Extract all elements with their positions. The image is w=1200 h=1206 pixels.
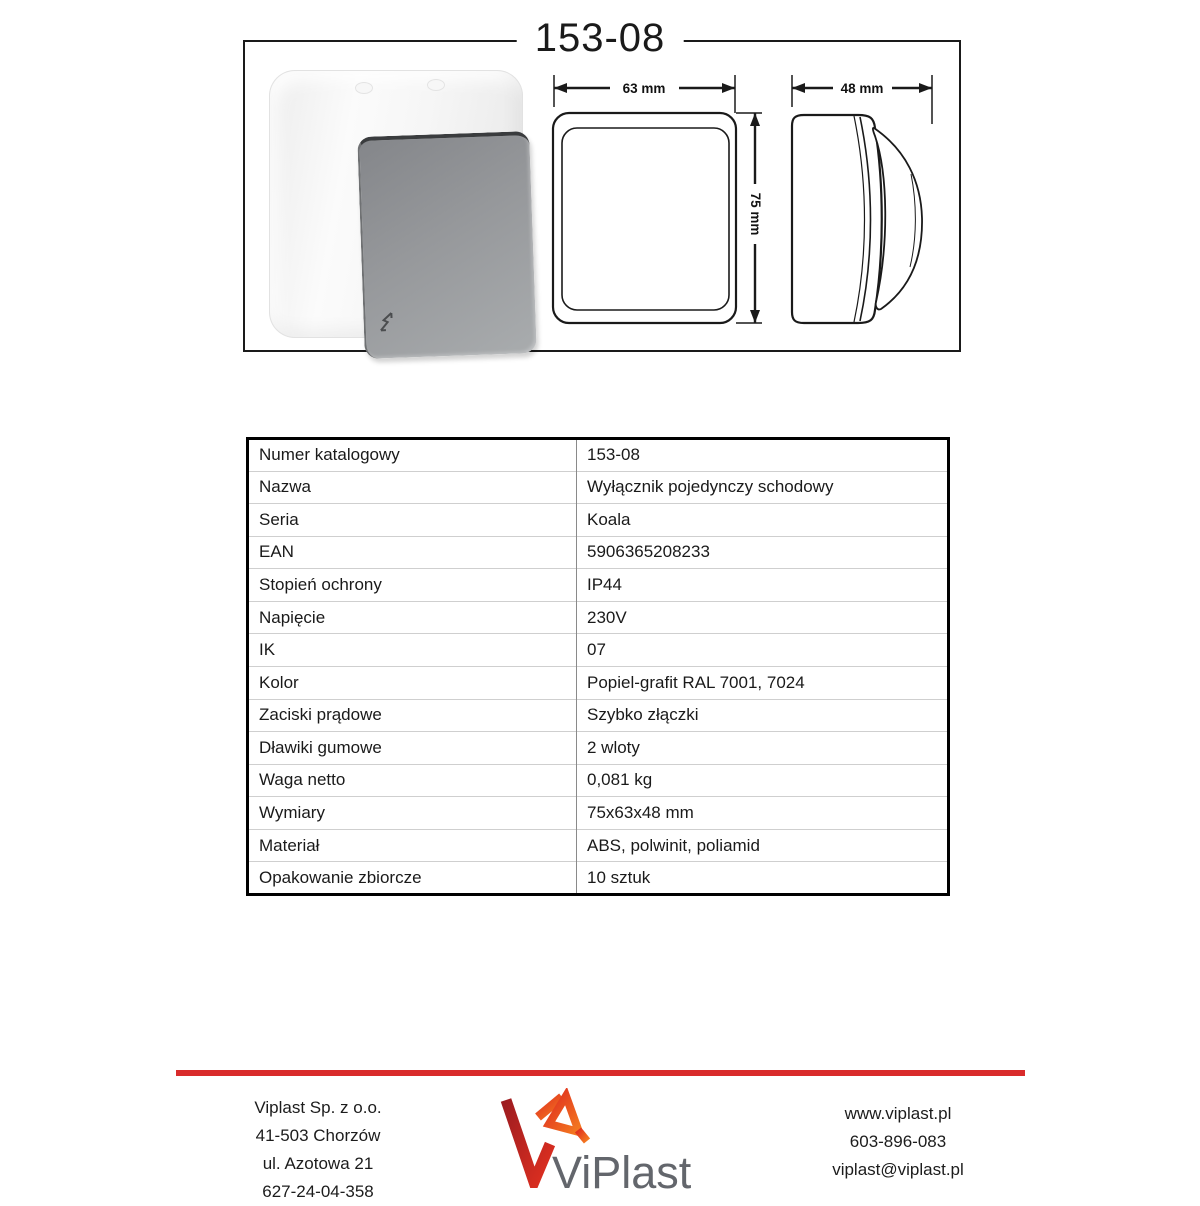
spec-value: 5906365208233 [577,536,949,569]
spec-value: 10 sztuk [577,862,949,895]
arrow-up-icon [750,113,760,126]
spec-label: Wymiary [248,797,577,830]
company-name: Viplast Sp. z o.o. [254,1098,382,1117]
dimension-width-label: 63 mm [622,81,666,96]
phone-number: 603-896-083 [849,1132,947,1151]
table-row [248,569,949,602]
product-photo [263,60,535,348]
arrow-left-icon [554,83,567,93]
product-panel [243,40,961,352]
stairway-switch-symbol-icon [379,312,402,333]
spec-value: 07 [577,634,949,667]
table-row [248,699,949,732]
cable-entry [355,82,373,94]
cable-entry [427,79,445,91]
table-row [248,439,949,472]
spec-label: Zaciski prądowe [248,699,577,732]
switch-body [269,70,523,338]
spec-label: Materiał [248,829,577,862]
dimension-depth-label: 48 mm [840,81,884,96]
company-city: 41-503 Chorzów [255,1126,381,1145]
website: www.viplast.pl [844,1104,952,1123]
company-phone: 627-24-04-358 [262,1182,374,1201]
spec-label: Kolor [248,666,577,699]
table-row [248,504,949,537]
spec-value: 230V [577,601,949,634]
contact-info [798,1100,998,1184]
table-row [248,829,949,862]
table-row [248,601,949,634]
page-title: 153-08 [517,13,684,63]
spec-value: Szybko złączki [577,699,949,732]
arrow-left-icon [792,83,805,93]
spec-value: IP44 [577,569,949,602]
table-row [248,471,949,504]
spec-label: IK [248,634,577,667]
table-row [248,536,949,569]
switch-rocker [357,131,537,359]
spec-value: Wyłącznik pojedynczy schodowy [577,471,949,504]
footer-accent-rule [176,1070,1025,1076]
table-row [248,666,949,699]
email: viplast@viplast.pl [832,1160,964,1179]
spec-label: Waga netto [248,764,577,797]
arrow-right-icon [919,83,932,93]
spec-value: 75x63x48 mm [577,797,949,830]
dimension-height-label: 75 mm [748,192,763,236]
spec-label: EAN [248,536,577,569]
table-row [248,862,949,895]
table-row [248,764,949,797]
table-row [248,634,949,667]
spec-value: Koala [577,504,949,537]
spec-value: 2 wloty [577,732,949,765]
arrow-down-icon [750,310,760,323]
spec-label: Napięcie [248,601,577,634]
spec-table [246,437,950,896]
spec-label: Opakowanie zbiorcze [248,862,577,895]
arrow-right-icon [722,83,735,93]
table-row [248,732,949,765]
spec-value: ABS, polwinit, poliamid [577,829,949,862]
spec-label: Stopień ochrony [248,569,577,602]
technical-drawings [540,62,950,347]
spec-label: Nazwa [248,471,577,504]
spec-value: 0,081 kg [577,764,949,797]
spec-value: 153-08 [587,445,640,465]
viplast-logo-text: ViPlast [552,1147,692,1198]
spec-label: Numer katalogowy [248,439,577,472]
company-street: ul. Azotowa 21 [262,1154,374,1173]
spec-label: Seria [248,504,577,537]
spec-value: Popiel-grafit RAL 7001, 7024 [577,666,949,699]
spec-label: Dławiki gumowe [248,732,577,765]
table-row [248,797,949,830]
company-address [228,1094,408,1206]
